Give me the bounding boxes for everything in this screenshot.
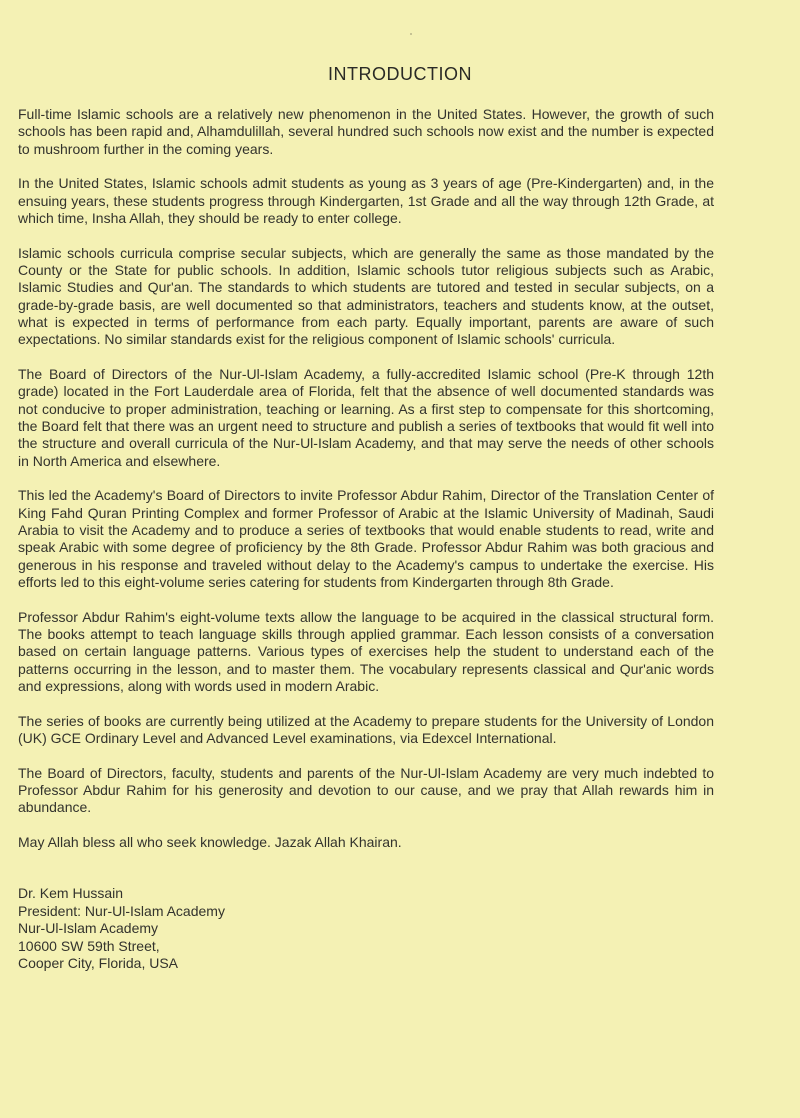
signature-position: President: Nur-Ul-Islam Academy — [18, 902, 225, 919]
paragraph-4: The Board of Directors of the Nur-Ul-Islam Academy, a fully-accredited Islamic school (Pre-K through 12th grade) located in the Fort Lauderdale area of Florida, felt that the absence of well documented standards was not conducive to proper administration, teaching or learning. As a first step to compensate for this shortcoming, the Board felt that there was an urgent need to structure and publish a series of textbooks that would fit well into the structure and overall curricula of the Nur-Ul-Islam Academy, and that may serve the needs of other schools in North America and elsewhere. — [18, 366, 714, 469]
paragraph-5: This led the Academy's Board of Directors to invite Professor Abdur Rahim, Director of the Translation Center of King Fahd Quran Printing Complex and former Professor of Arabic at the Islamic University of Madinah, Saudi Arabia to visit the Academy and to produce a series of textbooks that would enable students to read, write and speak Arabic with some degree of proficiency by the 8th Grade. Professor Abdur Rahim was both gracious and generous in his response and traveled without delay to the Academy's campus to undertake the exercise. His efforts led to this eight-volume series catering for students from Kindergarten through 8th Grade. — [18, 487, 714, 590]
signature-block — [18, 885, 714, 972]
paragraph-3: Islamic schools curricula comprise secular subjects, which are generally the same as those mandated by the County or the State for public schools. In addition, Islamic schools tutor religious subjects such as Arabic, Islamic Studies and Qur'an. The standards to which students are tutored and tested in secular subjects, on a grade-by-grade basis, are well documented so that administrators, teachers and students know, at the outset, what is expected in terms of performance from each party. Equally important, parents are aware of such expectations. No similar standards exist for the religious component of Islamic schools' curricula. — [18, 244, 714, 348]
page-title: INTRODUCTION — [328, 64, 472, 84]
signature-street: 10600 SW 59th Street, — [18, 937, 160, 954]
signature-organization: Nur-Ul-Islam Academy — [18, 920, 159, 937]
paragraph-7: The series of books are currently being utilized at the Academy to prepare students for the University of London (UK) GCE Ordinary Level and Advanced Level examinations, via Edexcel International. — [18, 712, 714, 746]
paragraph-6: Professor Abdur Rahim's eight-volume texts allow the language to be acquired in the classical structural form. The books attempt to teach language skills through applied grammar. Each lesson consists of a conversation based on certain language patterns. Various types of exercises help the student to understand each of the patterns occurring in the lesson, and to master them. The vocabulary represents classical and Qur'anic words and expressions, along with words used in modern Arabic. — [18, 608, 714, 694]
signature-city: Cooper City, Florida, USA — [18, 955, 179, 972]
paragraph-1: Full-time Islamic schools are a relatively new phenomenon in the United States. However, the growth of such schools has been rapid and, Alhamdulillah, several hundred such schools now exist and the number is expected to mushroom further in the coming years. — [18, 106, 714, 157]
closing-line: May Allah bless all who seek knowledge. Jazak Allah Khairan. — [18, 834, 402, 851]
signature-name: Dr. Kem Hussain — [18, 885, 124, 902]
paragraph-8: The Board of Directors, faculty, students and parents of the Nur-Ul-Islam Academy are very much indebted to Professor Abdur Rahim for his generosity and devotion to our cause, and we pray that Allah rewards him in abundance. — [18, 764, 714, 816]
paper-speck — [410, 33, 412, 35]
paragraph-2: In the United States, Islamic schools admit students as young as 3 years of age (Pre-Kindergarten) and, in the ensuing years, these students progress through Kindergarten, 1st Grade and all the way through 12th Grade, at which time, Insha Allah, they should be ready to enter college. — [18, 175, 714, 226]
document-body — [18, 106, 714, 972]
